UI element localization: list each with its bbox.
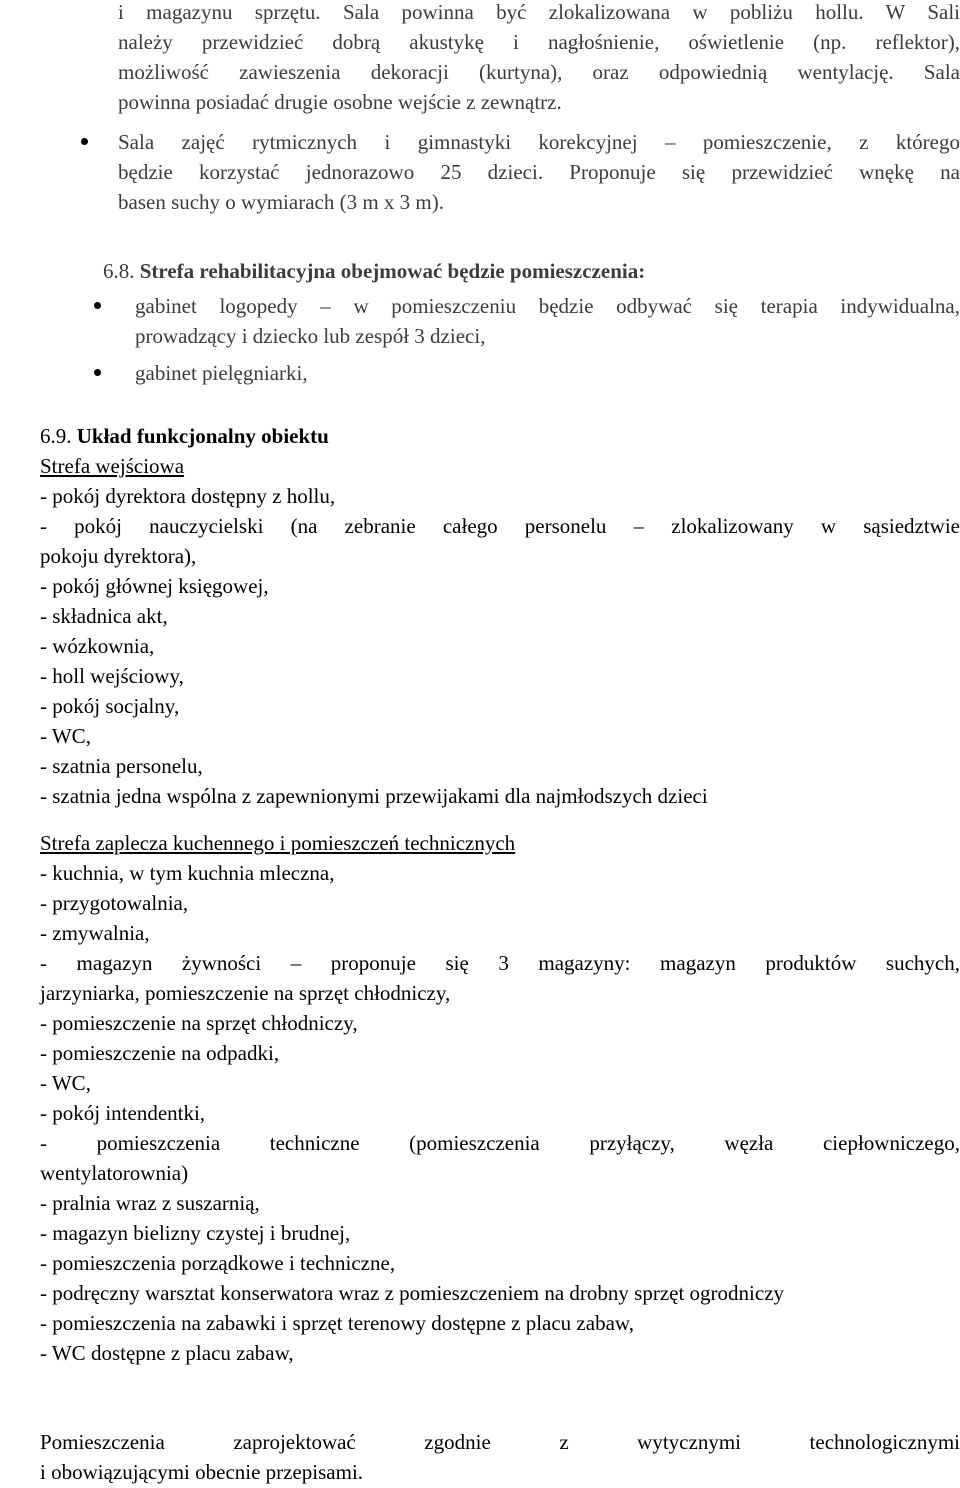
entrance-item: - holl wejściowy, [40,664,184,688]
bullet-dot-icon [94,369,101,376]
closing-line-2: i obowiązującymi obecnie przepisami. [40,1460,364,1484]
kitchen-item: - pokój intendentki, [40,1101,206,1125]
intro-line-3: możliwość zawieszenia dekoracji (kurtyna), oraz odpowiednią wentylację. Sala [118,60,960,84]
bullet-gym-room [118,127,960,217]
bullet-dot-icon [94,302,101,309]
kitchen-item: - zmywalnia, [40,921,150,945]
entrance-item: pokoju dyrektora), [40,544,197,568]
closing-paragraph [40,1427,960,1487]
section-6-9-number: 6.9. [40,424,72,448]
kitchen-technical-zone [40,828,960,1368]
bullet-nurse-line-1: gabinet pielęgniarki, [135,361,308,385]
kitchen-item: - pomieszczenie na sprzęt chłodniczy, [40,1011,358,1035]
kitchen-item: - WC dostępne z placu zabaw, [40,1341,294,1365]
entrance-zone-heading: Strefa wejściowa [40,454,185,478]
kitchen-item: jarzyniarka, pomieszczenie na sprzęt chłodniczy, [40,981,451,1005]
entrance-zone [40,451,960,811]
kitchen-item: - pomieszczenia techniczne (pomieszczenia przyłączy, węzła ciepłowniczego, [40,1131,960,1155]
bullet-gym-line-3: basen suchy o wymiarach (3 m x 3 m). [118,190,445,214]
intro-paragraph [118,0,960,117]
section-6-9-heading [40,421,329,451]
kitchen-item: - przygotowalnia, [40,891,189,915]
kitchen-item: - pomieszczenia na zabawki i sprzęt terenowy dostępne z placu zabaw, [40,1311,634,1335]
entrance-item: - pokój nauczycielski (na zebranie całego personelu – zlokalizowany w sąsiedztwie [40,514,960,538]
kitchen-zone-heading: Strefa zaplecza kuchennego i pomieszczeń technicznych [40,831,516,855]
bullet-gym-line-2: będzie korzystać jednorazowo 25 dzieci. Proponuje się przewidzieć wnękę na [118,160,960,184]
entrance-item: - szatnia personelu, [40,754,203,778]
entrance-item: - składnica akt, [40,604,168,628]
kitchen-item: - pomieszczenie na odpadki, [40,1041,280,1065]
section-6-9-title: Układ funkcjonalny obiektu [76,424,329,448]
entrance-item: - pokój dyrektora dostępny z hollu, [40,484,336,508]
intro-line-2: należy przewidzieć dobrą akustykę i nagłośnienie, oświetlenie (np. reflektor), [118,30,960,54]
bullet-speech-line-2: prowadzący i dziecko lub zespół 3 dzieci, [135,324,486,348]
kitchen-item: - podręczny warsztat konserwatora wraz z pomieszczeniem na drobny sprzęt ogrodniczy [40,1281,785,1305]
entrance-item: - pokój socjalny, [40,694,180,718]
kitchen-item: - WC, [40,1071,91,1095]
section-6-8-title: Strefa rehabilitacyjna obejmować będzie pomieszczenia: [139,259,646,283]
bullet-speech-line-1: gabinet logopedy – w pomieszczeniu będzie odbywać się terapia indywidualna, [135,294,960,318]
section-6-8-number: 6.8. [103,259,135,283]
entrance-item: - WC, [40,724,91,748]
section-6-8-heading [103,256,645,286]
kitchen-item: wentylatorownia) [40,1161,189,1185]
bullet-nurse [135,358,960,388]
bullet-gym-line-1: Sala zajęć rytmicznych i gimnastyki korekcyjnej – pomieszczenie, z którego [118,130,960,154]
kitchen-item: - pralnia wraz z suszarnią, [40,1191,260,1215]
intro-line-1: i magazynu sprzętu. Sala powinna być zlokalizowana w pobliżu hollu. W Sali [118,0,960,24]
entrance-item: - wózkownia, [40,634,155,658]
closing-line-1: Pomieszczenia zaprojektować zgodnie z wytycznymi technologicznymi [40,1430,960,1454]
bullet-speech-therapist [135,291,960,351]
kitchen-item: - pomieszczenia porządkowe i techniczne, [40,1251,396,1275]
intro-line-4: powinna posiadać drugie osobne wejście z zewnątrz. [118,90,562,114]
bullet-dot-icon [81,138,88,145]
kitchen-item: - magazyn bielizny czystej i brudnej, [40,1221,351,1245]
kitchen-item: - magazyn żywności – proponuje się 3 magazyny: magazyn produktów suchych, [40,951,960,975]
entrance-item: - pokój głównej księgowej, [40,574,269,598]
kitchen-item: - kuchnia, w tym kuchnia mleczna, [40,861,335,885]
entrance-item: - szatnia jedna wspólna z zapewnionymi przewijakami dla najmłodszych dzieci [40,784,708,808]
